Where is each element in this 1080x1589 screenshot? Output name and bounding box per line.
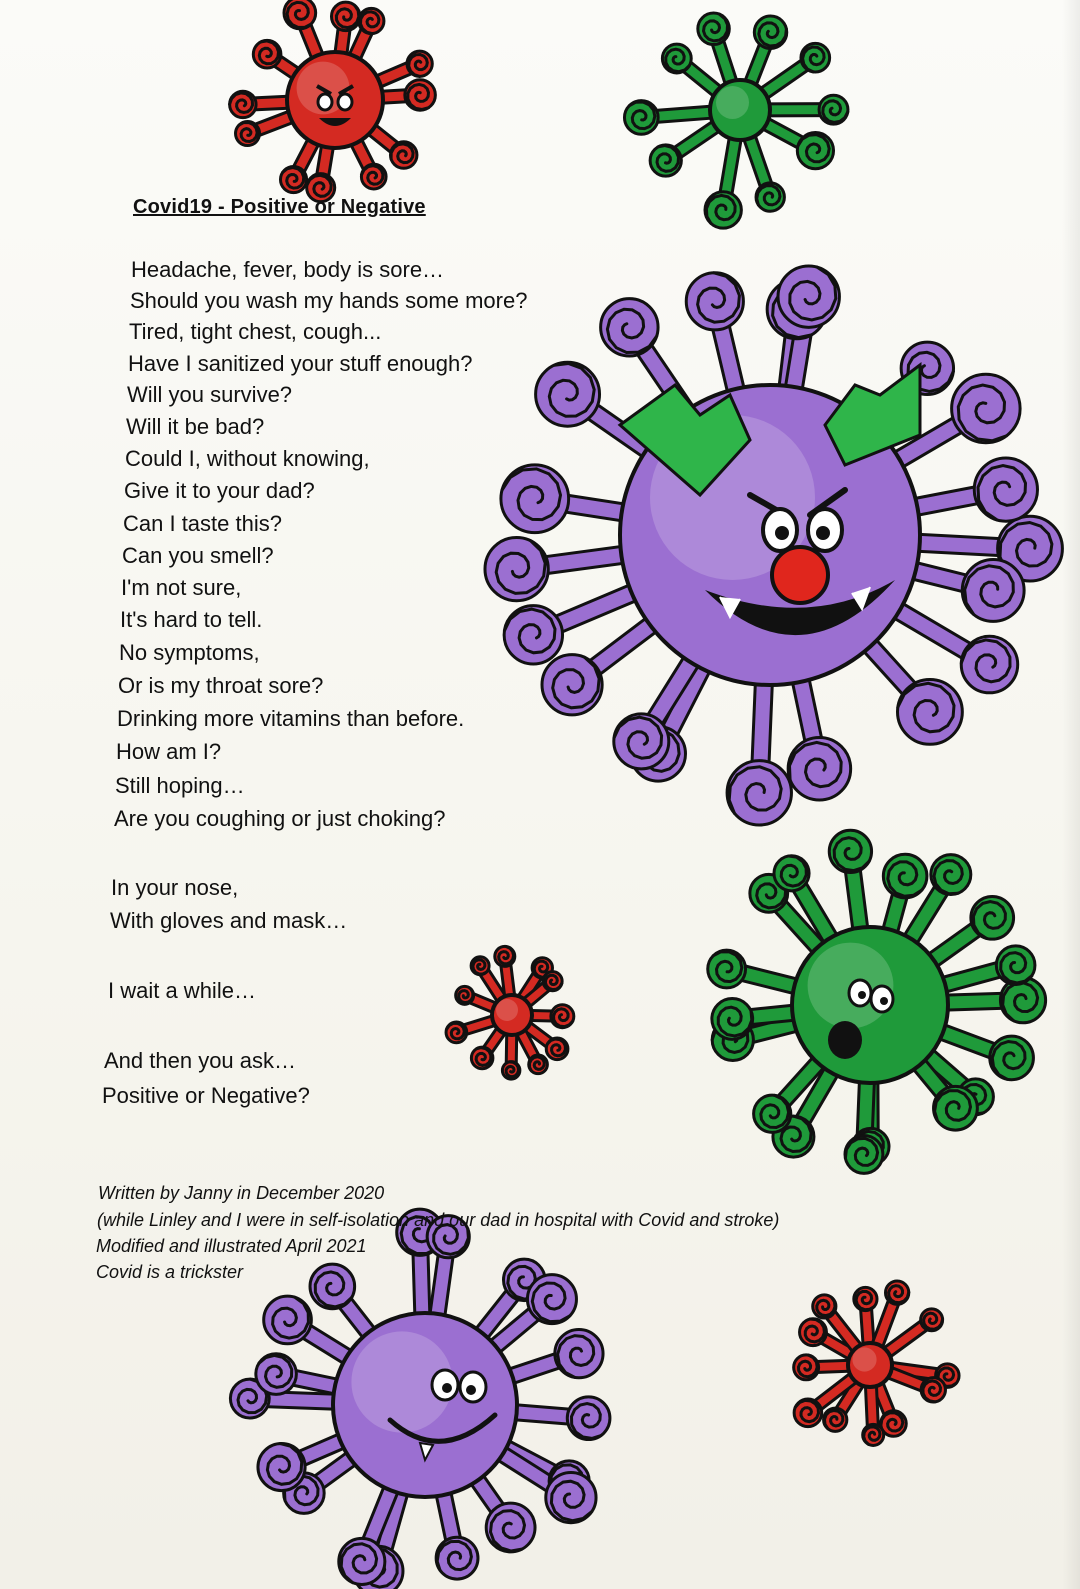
poem-line: In your nose, bbox=[111, 875, 239, 900]
poem-line: With gloves and mask… bbox=[110, 908, 348, 933]
poem-line: Should you wash my hands some more? bbox=[130, 288, 528, 313]
poem-line: Drinking more vitamins than before. bbox=[117, 706, 465, 731]
poem-title: Covid19 - Positive or Negative bbox=[133, 196, 426, 218]
credit-line: Modified and illustrated April 2021 bbox=[96, 1236, 367, 1256]
credit-line: (while Linley and I were in self-isolation and our dad in hospital with Covid and stroke) bbox=[97, 1210, 780, 1230]
poem-line: Could I, without knowing, bbox=[125, 446, 370, 471]
small-red-virus-icon bbox=[432, 935, 592, 1095]
poem-line: Can you smell? bbox=[122, 543, 274, 568]
purple-virus-grinning-icon bbox=[215, 1235, 635, 1575]
green-virus-icon bbox=[615, 0, 865, 220]
poem-line: Still hoping… bbox=[115, 773, 245, 798]
poem-line: Can I taste this? bbox=[123, 511, 282, 536]
poem-line: Give it to your dad? bbox=[124, 478, 315, 503]
red-virus-plain-icon bbox=[770, 1265, 970, 1465]
poem-line: No symptoms, bbox=[119, 640, 260, 665]
poem-line: Will it be bad? bbox=[126, 414, 265, 439]
credit-line: Written by Janny in December 2020 bbox=[98, 1183, 385, 1203]
poem-line: Headache, fever, body is sore… bbox=[131, 257, 445, 282]
poem-line: Will you survive? bbox=[127, 382, 293, 407]
poem-line: I'm not sure, bbox=[121, 575, 242, 600]
green-virus-surprised-icon bbox=[680, 815, 1060, 1195]
poem-line: I wait a while… bbox=[108, 978, 256, 1003]
credit-line: Covid is a trickster bbox=[96, 1262, 244, 1282]
poem-line: Or is my throat sore? bbox=[118, 673, 324, 698]
poem-line: Have I sanitized your stuff enough? bbox=[128, 351, 473, 376]
poem-line: Tired, tight chest, cough... bbox=[129, 319, 382, 344]
poem-line: How am I? bbox=[116, 739, 222, 764]
purple-clown-virus-icon bbox=[470, 250, 1070, 820]
red-virus-angry-icon bbox=[205, 0, 465, 200]
poem-line: Positive or Negative? bbox=[102, 1083, 310, 1108]
poem-line: Are you coughing or just choking? bbox=[114, 806, 446, 831]
poem-line: It's hard to tell. bbox=[120, 607, 263, 632]
poem-line: And then you ask… bbox=[104, 1048, 297, 1073]
